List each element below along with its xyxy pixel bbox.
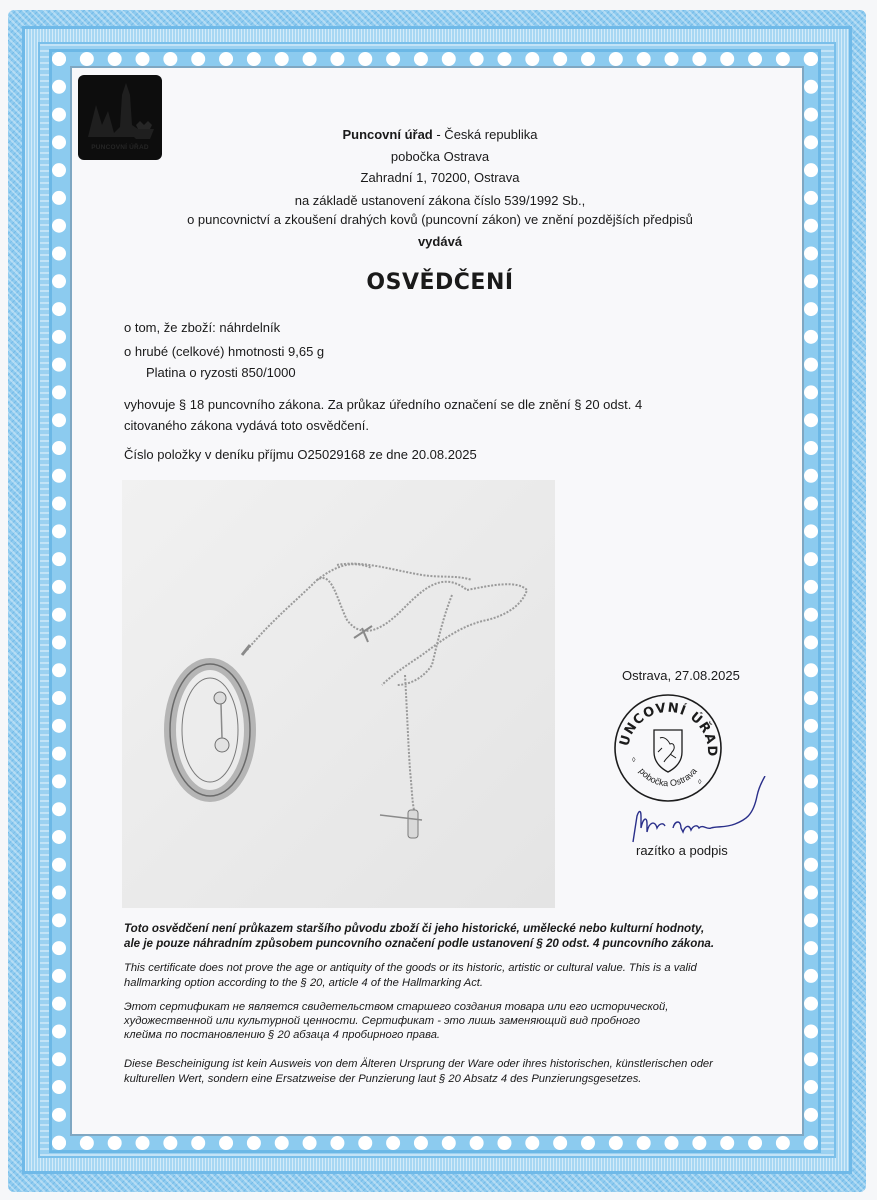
disclaimer-de-line1: Diese Bescheinigung ist kein Ausweis von dem Älteren Ursprung der Ware oder ihres historischen, künstlerischen oder bbox=[124, 1058, 713, 1070]
compliance-line1: vyhovuje § 18 puncovního zákona. Za průkaz úředního označení se dle znění § 20 odst. 4 bbox=[124, 397, 643, 412]
goods-line: o tom, že zboží: náhrdelník bbox=[124, 320, 281, 335]
law-reference-line2: o puncovnictví a zkoušení drahých kovů (puncovní zákon) ve znění pozdějších předpisů bbox=[187, 212, 693, 227]
disclaimer-ru-line3: клейма по постановлению § 20 абзаца 4 пробирного права. bbox=[124, 1029, 441, 1041]
svg-text:PUNCOVNÍ ÚŘAD bbox=[612, 692, 719, 757]
stamp-top-text: UNCOVNÍ ÚŘAD bbox=[617, 700, 720, 758]
office-branch: pobočka Ostrava bbox=[390, 149, 490, 164]
metal-fineness-line: Platina o ryzosti 850/1000 bbox=[146, 365, 296, 380]
disclaimer-en-line1: This certificate does not prove the age or antiquity of the goods or its historic, artistic or cultural value. This is a valid bbox=[124, 962, 697, 974]
office-name-line bbox=[120, 127, 760, 143]
signature-scribble bbox=[625, 776, 775, 846]
hallmark-office-logo bbox=[78, 75, 162, 160]
disclaimer-cz-line2: ale je pouze náhradním způsobem puncovního označení podle ustanovení § 20 odst. 4 puncovního zákona. bbox=[124, 937, 715, 950]
logo-text: PUNCOVNÍ ÚŘAD bbox=[91, 144, 149, 151]
disclaimer-cz-line1: Toto osvědčení není průkazem staršího původu zboží či jeho historické, umělecké nebo kulturní hodnoty, bbox=[124, 922, 705, 935]
handwritten-signature bbox=[625, 776, 775, 846]
item-number-line: Číslo položky v deníku příjmu O25029168 ze dne 20.08.2025 bbox=[124, 447, 477, 462]
disclaimer-ru-line1: Этот сертификат не является свидетельством старшего создания товара или его исторической, bbox=[124, 1001, 669, 1013]
compliance-line2: citovaného zákona vydává toto osvědčení. bbox=[124, 418, 369, 433]
stamp-bottom-text: pobočka Ostrava bbox=[637, 766, 699, 789]
disclaimer-ru-line2: художественной или культурной ценности. Сертификат - это лишь заменяющий вид пробного bbox=[124, 1015, 640, 1027]
issues-label: vydává bbox=[417, 234, 463, 249]
stamp-and-signature-label: razítko a podpis bbox=[636, 843, 728, 858]
office-country: - Česká republika bbox=[432, 127, 538, 142]
certificate-title: OSVĚDČENÍ bbox=[366, 270, 514, 295]
necklace-image bbox=[122, 480, 555, 908]
svg-text:◊: ◊ bbox=[698, 779, 702, 786]
office-name: Puncovní úřad bbox=[342, 127, 433, 142]
place-and-date: Ostrava, 27.08.2025 bbox=[622, 668, 740, 683]
office-address: Zahradní 1, 70200, Ostrava bbox=[360, 170, 520, 185]
disclaimer-en-line2: hallmarking option according to the § 20, article 4 of the Hallmarking Act. bbox=[124, 977, 484, 989]
disclaimer-de-line2: kulturellen Wert, sondern eine Ersatzweise der Punzierung laut § 20 Absatz 4 des Punzierungsgesetzes. bbox=[124, 1073, 642, 1085]
weight-line: o hrubé (celkové) hmotnosti 9,65 g bbox=[124, 344, 325, 359]
law-reference-line1: na základě ustanovení zákona číslo 539/1992 Sb., bbox=[294, 193, 586, 208]
necklace-photo bbox=[122, 480, 555, 908]
svg-text:◊: ◊ bbox=[632, 757, 636, 764]
